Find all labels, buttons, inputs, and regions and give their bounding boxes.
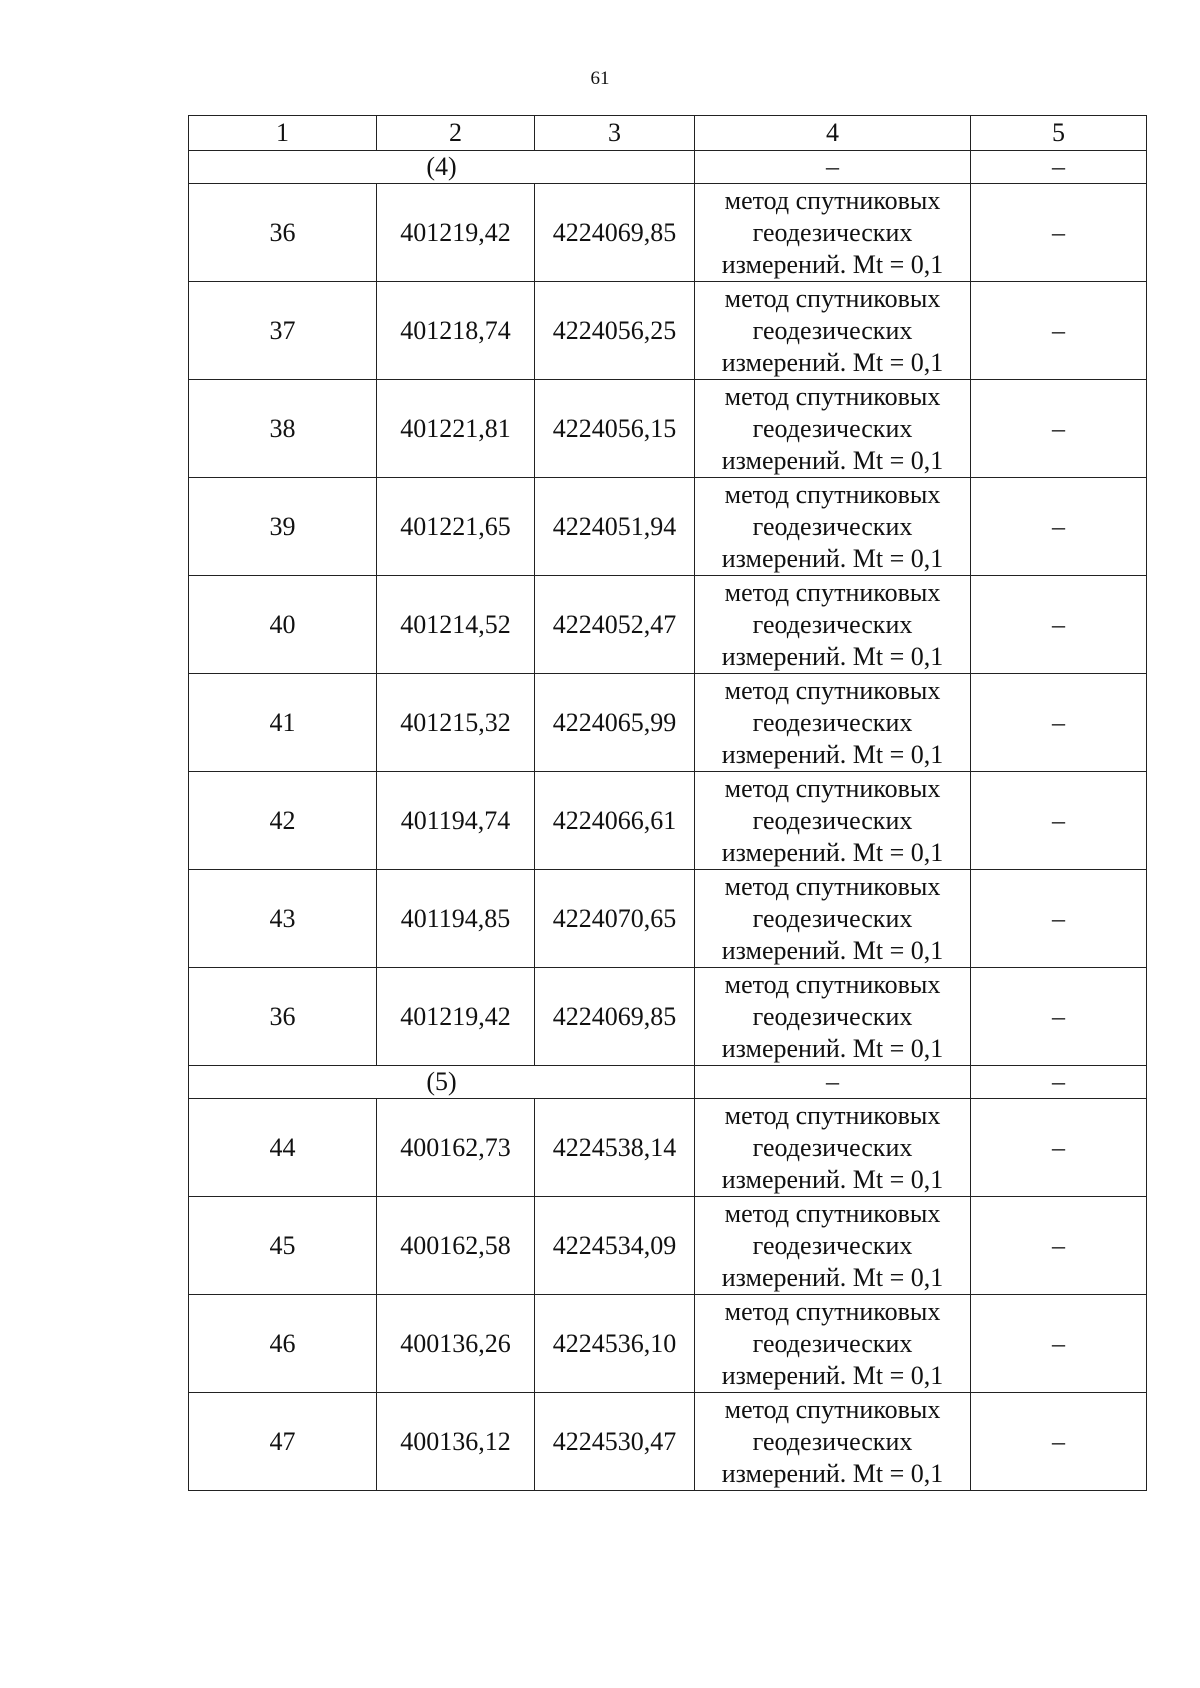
method-text-line: геодезических bbox=[752, 413, 913, 443]
note-cell: – bbox=[971, 478, 1147, 576]
method-text-line: геодезических bbox=[752, 217, 913, 247]
method-text-line: измерений. Mt = 0,1 bbox=[721, 739, 944, 769]
method-cell bbox=[695, 1197, 971, 1295]
method-text-line: измерений. Mt = 0,1 bbox=[721, 1164, 944, 1194]
method-text-line: измерений. Mt = 0,1 bbox=[721, 1033, 944, 1063]
x-coordinate-cell: 400162,73 bbox=[377, 1099, 535, 1197]
method-text-line: метод спутниковых bbox=[724, 577, 941, 607]
x-coordinate-cell: 401194,74 bbox=[377, 772, 535, 870]
method-cell bbox=[695, 1393, 971, 1491]
method-text-line: измерений. Mt = 0,1 bbox=[721, 837, 944, 867]
method-text-line: метод спутниковых bbox=[724, 1100, 941, 1130]
point-number-cell: 40 bbox=[189, 576, 377, 674]
note-cell: – bbox=[971, 674, 1147, 772]
table-row bbox=[189, 184, 1147, 282]
x-coordinate-cell: 401215,32 bbox=[377, 674, 535, 772]
table-header-row bbox=[189, 116, 1147, 151]
header-cell-3: 3 bbox=[535, 116, 695, 151]
method-text-line: измерений. Mt = 0,1 bbox=[721, 1458, 944, 1488]
method-cell bbox=[695, 968, 971, 1066]
point-number-cell: 42 bbox=[189, 772, 377, 870]
method-text-line: геодезических bbox=[752, 1001, 913, 1031]
method-cell bbox=[695, 380, 971, 478]
note-cell: – bbox=[971, 968, 1147, 1066]
method-cell bbox=[695, 772, 971, 870]
y-coordinate-cell: 4224065,99 bbox=[535, 674, 695, 772]
x-coordinate-cell: 401221,65 bbox=[377, 478, 535, 576]
x-coordinate-cell: 400162,58 bbox=[377, 1197, 535, 1295]
point-number-cell: 43 bbox=[189, 870, 377, 968]
method-text-line: измерений. Mt = 0,1 bbox=[721, 543, 944, 573]
x-coordinate-cell: 400136,26 bbox=[377, 1295, 535, 1393]
section-col4-cell: – bbox=[695, 1066, 971, 1099]
note-cell: – bbox=[971, 576, 1147, 674]
y-coordinate-cell: 4224070,65 bbox=[535, 870, 695, 968]
method-text-line: метод спутниковых bbox=[724, 283, 941, 313]
method-text-line: метод спутниковых bbox=[724, 1198, 941, 1228]
method-text-line: геодезических bbox=[752, 315, 913, 345]
method-text-line: геодезических bbox=[752, 609, 913, 639]
header-cell-5: 5 bbox=[971, 116, 1147, 151]
header-cell-4: 4 bbox=[695, 116, 971, 151]
method-text-line: метод спутниковых bbox=[724, 675, 941, 705]
point-number-cell: 37 bbox=[189, 282, 377, 380]
method-text-line: геодезических bbox=[752, 805, 913, 835]
section-row bbox=[189, 151, 1147, 184]
point-number-cell: 45 bbox=[189, 1197, 377, 1295]
method-text-line: измерений. Mt = 0,1 bbox=[721, 641, 944, 671]
method-text-line: геодезических bbox=[752, 1230, 913, 1260]
note-cell: – bbox=[971, 1197, 1147, 1295]
table-row bbox=[189, 1393, 1147, 1491]
y-coordinate-cell: 4224066,61 bbox=[535, 772, 695, 870]
point-number-cell: 36 bbox=[189, 968, 377, 1066]
x-coordinate-cell: 401194,85 bbox=[377, 870, 535, 968]
method-text-line: геодезических bbox=[752, 707, 913, 737]
method-cell bbox=[695, 576, 971, 674]
method-text-line: метод спутниковых bbox=[724, 1296, 941, 1326]
table-row bbox=[189, 1295, 1147, 1393]
note-cell: – bbox=[971, 1099, 1147, 1197]
section-col5-cell: – bbox=[971, 151, 1147, 184]
header-cell-1: 1 bbox=[189, 116, 377, 151]
method-cell bbox=[695, 1295, 971, 1393]
method-text-line: метод спутниковых bbox=[724, 871, 941, 901]
table-row bbox=[189, 870, 1147, 968]
table-row bbox=[189, 1099, 1147, 1197]
table-row bbox=[189, 282, 1147, 380]
note-cell: – bbox=[971, 184, 1147, 282]
method-text-line: метод спутниковых bbox=[724, 969, 941, 999]
table-row bbox=[189, 772, 1147, 870]
table-row bbox=[189, 380, 1147, 478]
point-number-cell: 39 bbox=[189, 478, 377, 576]
method-cell bbox=[695, 478, 971, 576]
y-coordinate-cell: 4224051,94 bbox=[535, 478, 695, 576]
table-row bbox=[189, 576, 1147, 674]
table-row bbox=[189, 968, 1147, 1066]
method-cell bbox=[695, 1099, 971, 1197]
method-text-line: измерений. Mt = 0,1 bbox=[721, 935, 944, 965]
note-cell: – bbox=[971, 870, 1147, 968]
x-coordinate-cell: 401221,81 bbox=[377, 380, 535, 478]
method-cell bbox=[695, 870, 971, 968]
section-label: (4) bbox=[189, 151, 695, 184]
y-coordinate-cell: 4224536,10 bbox=[535, 1295, 695, 1393]
point-number-cell: 44 bbox=[189, 1099, 377, 1197]
section-label: (5) bbox=[189, 1066, 695, 1099]
point-number-cell: 38 bbox=[189, 380, 377, 478]
x-coordinate-cell: 400136,12 bbox=[377, 1393, 535, 1491]
table-row bbox=[189, 674, 1147, 772]
point-number-cell: 36 bbox=[189, 184, 377, 282]
x-coordinate-cell: 401219,42 bbox=[377, 184, 535, 282]
point-number-cell: 41 bbox=[189, 674, 377, 772]
y-coordinate-cell: 4224069,85 bbox=[535, 184, 695, 282]
point-number-cell: 46 bbox=[189, 1295, 377, 1393]
x-coordinate-cell: 401214,52 bbox=[377, 576, 535, 674]
method-text-line: измерений. Mt = 0,1 bbox=[721, 347, 944, 377]
y-coordinate-cell: 4224530,47 bbox=[535, 1393, 695, 1491]
method-cell bbox=[695, 184, 971, 282]
note-cell: – bbox=[971, 282, 1147, 380]
method-cell bbox=[695, 674, 971, 772]
method-text-line: измерений. Mt = 0,1 bbox=[721, 1262, 944, 1292]
y-coordinate-cell: 4224056,25 bbox=[535, 282, 695, 380]
method-text-line: метод спутниковых bbox=[724, 479, 941, 509]
method-text-line: геодезических bbox=[752, 903, 913, 933]
section-col5-cell: – bbox=[971, 1066, 1147, 1099]
note-cell: – bbox=[971, 380, 1147, 478]
header-cell-2: 2 bbox=[377, 116, 535, 151]
method-text-line: метод спутниковых bbox=[724, 185, 941, 215]
table-row bbox=[189, 1197, 1147, 1295]
method-text-line: метод спутниковых bbox=[724, 381, 941, 411]
method-text-line: геодезических bbox=[752, 1426, 913, 1456]
method-text-line: метод спутниковых bbox=[724, 773, 941, 803]
method-text-line: геодезических bbox=[752, 1328, 913, 1358]
note-cell: – bbox=[971, 1295, 1147, 1393]
method-text-line: метод спутниковых bbox=[724, 1394, 941, 1424]
y-coordinate-cell: 4224056,15 bbox=[535, 380, 695, 478]
point-number-cell: 47 bbox=[189, 1393, 377, 1491]
method-text-line: геодезических bbox=[752, 1132, 913, 1162]
table-row bbox=[189, 478, 1147, 576]
note-cell: – bbox=[971, 1393, 1147, 1491]
y-coordinate-cell: 4224534,09 bbox=[535, 1197, 695, 1295]
coordinates-table bbox=[188, 115, 1147, 1491]
page-number: 61 bbox=[590, 68, 610, 89]
x-coordinate-cell: 401219,42 bbox=[377, 968, 535, 1066]
method-text-line: измерений. Mt = 0,1 bbox=[721, 249, 944, 279]
method-text-line: измерений. Mt = 0,1 bbox=[721, 1360, 944, 1390]
y-coordinate-cell: 4224069,85 bbox=[535, 968, 695, 1066]
coordinates-table-body bbox=[189, 116, 1147, 1491]
method-text-line: измерений. Mt = 0,1 bbox=[721, 445, 944, 475]
section-col4-cell: – bbox=[695, 151, 971, 184]
note-cell: – bbox=[971, 772, 1147, 870]
y-coordinate-cell: 4224538,14 bbox=[535, 1099, 695, 1197]
section-row bbox=[189, 1066, 1147, 1099]
method-text-line: геодезических bbox=[752, 511, 913, 541]
y-coordinate-cell: 4224052,47 bbox=[535, 576, 695, 674]
x-coordinate-cell: 401218,74 bbox=[377, 282, 535, 380]
method-cell bbox=[695, 282, 971, 380]
